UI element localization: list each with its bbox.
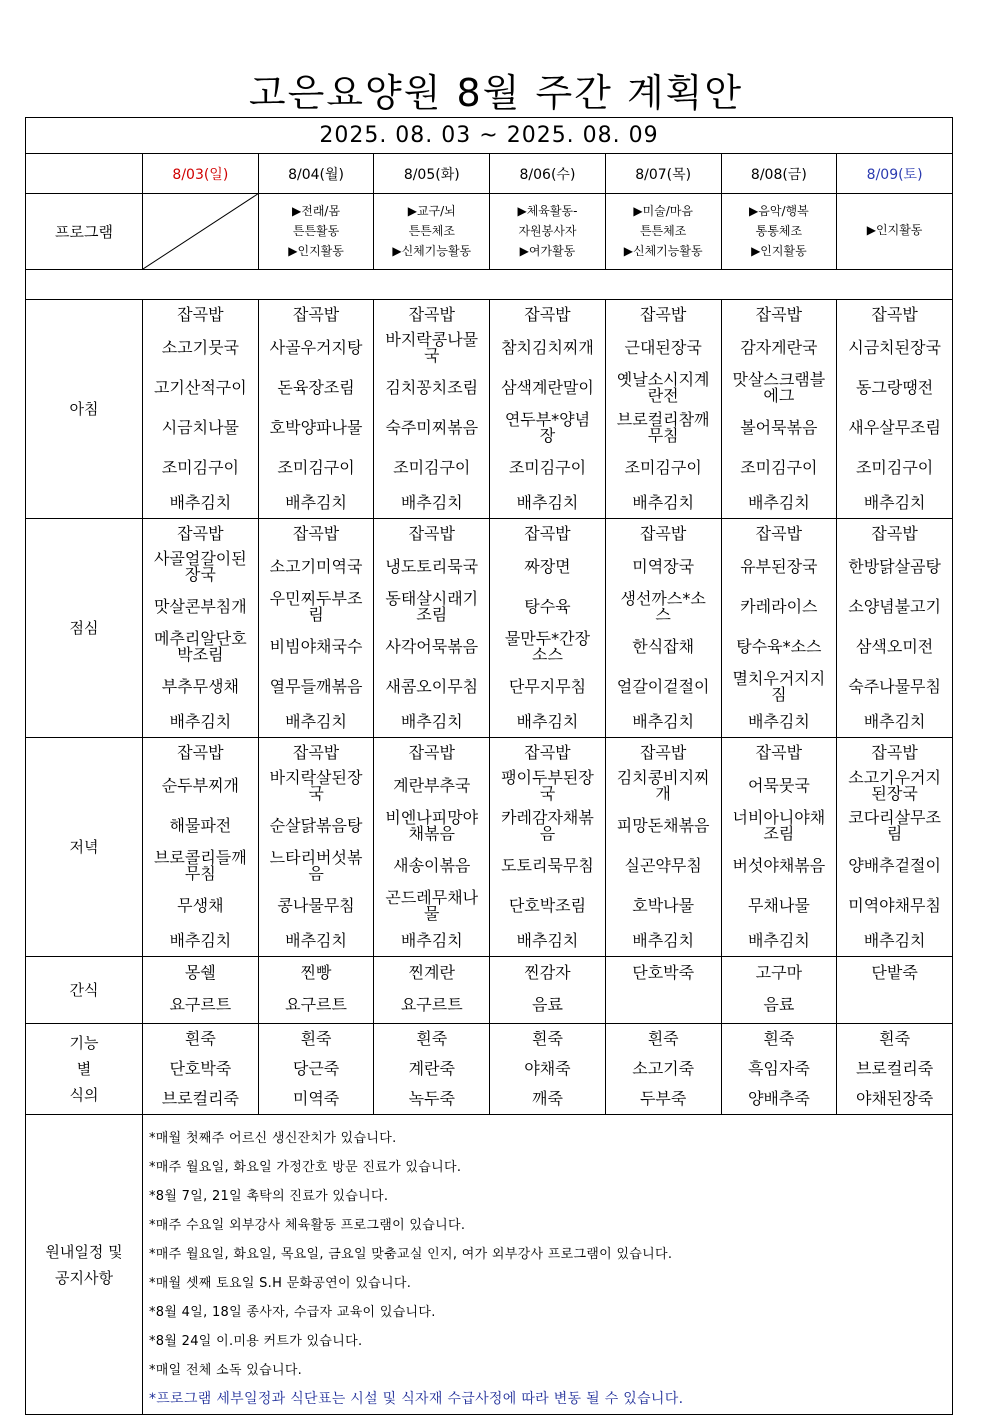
- menu-item: 숙주미찌볶음: [385, 418, 479, 437]
- menu-item: 물만두*간장소스: [504, 629, 591, 664]
- menu-item: 단무지무침: [508, 677, 587, 696]
- snack-item: 요구르트: [285, 995, 347, 1014]
- snack-cell: [605, 957, 721, 1024]
- porridge-item: 흰죽: [647, 1029, 679, 1048]
- menu-item: 연두부*양념장: [504, 410, 591, 445]
- menu-item: 해물파전: [169, 816, 232, 835]
- snack-item: 요구르트: [400, 995, 463, 1014]
- meal-label: 아침: [26, 300, 143, 519]
- meal-cell: [605, 300, 721, 519]
- meal-cell: [490, 300, 606, 519]
- menu-item: 너비아니야채조림: [732, 808, 826, 843]
- notice-cell: [143, 1115, 953, 1415]
- program-item: 자원봉사자: [518, 224, 577, 238]
- menu-item: 얼갈이겉절이: [616, 677, 710, 696]
- menu-item: 숙주나물무침: [848, 677, 941, 696]
- menu-item: 배추김치: [285, 712, 347, 731]
- day-header: 8/07(목): [605, 154, 721, 194]
- program-items: [490, 194, 605, 261]
- menu-item: 열무들깨볶음: [269, 677, 363, 696]
- snack-cell: [721, 957, 837, 1024]
- program-item: ▶인지활동: [288, 244, 344, 258]
- notice-list: [143, 1115, 952, 1414]
- diet-cell: [374, 1024, 490, 1115]
- weekly-plan-table: [25, 117, 953, 1415]
- day-header: 8/05(화): [374, 154, 490, 194]
- day-header: 8/06(수): [490, 154, 606, 194]
- menu-item: 참치김치찌개: [501, 338, 594, 357]
- meal-row-morning: [26, 300, 953, 519]
- menu-item: 옛날소시지계란전: [616, 370, 710, 405]
- program-item: 통통체조: [755, 224, 803, 238]
- meal-cell: [374, 738, 490, 957]
- menu-item: 바지락콩나물국: [385, 330, 479, 365]
- menu-item: 생선까스*소스: [620, 589, 706, 624]
- blank-row: [26, 270, 953, 300]
- menu-item: 계란부추국: [393, 776, 471, 795]
- menu-item: 무채나물: [747, 896, 810, 915]
- menu-item: 잡곡밥: [524, 524, 571, 543]
- menu-item: 배추김치: [516, 493, 579, 512]
- snack-label: 간식: [26, 957, 143, 1024]
- menu-item: 탕수육: [524, 597, 571, 616]
- diet-label: [26, 1024, 143, 1115]
- menu-item: 바지락살된장국: [269, 768, 363, 803]
- meal-cell: [490, 519, 606, 738]
- menu-item: 잡곡밥: [524, 743, 571, 762]
- meal-cell: [143, 519, 259, 738]
- day-header: 8/09(토): [837, 154, 953, 194]
- program-item: ▶인지활동: [866, 223, 923, 237]
- date-range-row: [26, 118, 953, 154]
- date-range: 2025. 08. 03 ~ 2025. 08. 09: [26, 118, 953, 154]
- menu-item: 소고기뭇국: [161, 338, 239, 357]
- porridge-item: 흰죽: [416, 1029, 448, 1048]
- menu-item: 조미김구이: [855, 458, 934, 477]
- program-item: ▶체육활동-: [517, 204, 578, 218]
- program-item: 튼튼체조: [408, 224, 455, 238]
- menu-item: 배추김치: [400, 712, 463, 731]
- porridge-item: 당근죽: [292, 1059, 340, 1078]
- program-cell: [258, 194, 374, 270]
- menu-item: 브로콜리들깨무침: [153, 848, 247, 883]
- meal-label: 저녁: [26, 738, 143, 957]
- day-header: 8/04(월): [258, 154, 374, 194]
- menu-item: 순두부찌개: [161, 776, 239, 795]
- menu-item: 배추김치: [632, 931, 695, 950]
- porridge-item: 흰죽: [532, 1029, 563, 1048]
- program-item: 튼튼활동: [292, 224, 340, 238]
- snack-cell: [143, 957, 259, 1024]
- meal-cell: [837, 738, 953, 957]
- menu-item: 단호박조림: [508, 896, 587, 915]
- menu-item: 맛살콘부침개: [153, 597, 247, 616]
- menu-item: 브로컬리참깨무침: [616, 410, 710, 445]
- snack-cell: [258, 957, 374, 1024]
- menu-item: 사골우거지탕: [269, 338, 363, 357]
- blank-cell: [26, 270, 953, 300]
- snack-cell: [837, 957, 953, 1024]
- menu-item: 한방닭살곰탕: [848, 557, 941, 576]
- snack-item: 찐빵: [300, 963, 332, 982]
- menu-item: 시금치나물: [161, 418, 239, 437]
- menu-item: 무생채: [177, 896, 224, 915]
- menu-item: 잡곡밥: [871, 305, 918, 324]
- porridge-item: 흰죽: [184, 1029, 216, 1048]
- snack-cell: [374, 957, 490, 1024]
- menu-item: 도토리묵무침: [501, 856, 594, 875]
- meal-cell: [837, 519, 953, 738]
- menu-item: 잡곡밥: [639, 305, 687, 324]
- notice-line: *매주 월요일, 화요일, 목요일, 금요일 맞춤교실 인지, 여가 외부강사 프로그램이 있습니다.: [149, 1247, 673, 1262]
- program-item: ▶음악/행복: [749, 204, 809, 218]
- menu-item: 버섯야채볶음: [732, 856, 826, 875]
- menu-item: 배추김치: [400, 931, 463, 950]
- menu-item: 배추김치: [169, 931, 232, 950]
- menu-item: 카레라이스: [740, 597, 818, 616]
- notice-line: *매월 셋째 토요일 S.H 문화공연이 있습니다.: [149, 1276, 412, 1291]
- diet-label-line: 기능: [69, 1034, 99, 1052]
- meal-row-dinner: [26, 738, 953, 957]
- notice-line: *8월 24일 이.미용 커트가 있습니다.: [149, 1334, 363, 1349]
- porridge-item: 흰죽: [300, 1029, 332, 1048]
- porridge-item: 계란죽: [408, 1059, 455, 1078]
- porridge-item: 두부죽: [639, 1089, 687, 1108]
- menu-item: 곤드레무채나물: [385, 888, 479, 923]
- diet-label-line: 별: [76, 1060, 92, 1078]
- menu-item: 배추김치: [863, 712, 926, 731]
- snack-item: 몽쉘: [184, 963, 216, 982]
- menu-item: 배추김치: [285, 931, 347, 950]
- menu-item: 배추김치: [285, 493, 347, 512]
- meal-cell: [143, 300, 259, 519]
- menu-item: 잡곡밥: [177, 743, 224, 762]
- menu-item: 팽이두부된장국: [501, 768, 594, 803]
- menu-item: 잡곡밥: [755, 305, 803, 324]
- meal-cell: [605, 519, 721, 738]
- menu-item: 피망돈채볶음: [616, 816, 710, 835]
- menu-item: 짜장면: [524, 557, 571, 576]
- menu-item: 잡곡밥: [871, 524, 918, 543]
- porridge-item: 소고기죽: [632, 1059, 695, 1078]
- menu-item: 코다리살무조림: [848, 808, 941, 843]
- program-items: [259, 194, 374, 261]
- program-item: ▶교구/뇌: [407, 204, 456, 218]
- menu-item: 우민찌두부조림: [269, 589, 363, 624]
- meal-label: 점심: [26, 519, 143, 738]
- diet-cell: [837, 1024, 953, 1115]
- menu-item: 배추김치: [863, 931, 926, 950]
- menu-item: 조미김구이: [508, 458, 587, 477]
- notice-line: *프로그램 세부일정과 식단표는 시설 및 식자재 수급사정에 따라 변동 될 수 있습니다.: [149, 1391, 684, 1407]
- porridge-item: 브로컬리죽: [161, 1089, 239, 1108]
- program-item: ▶미술/마음: [633, 204, 693, 218]
- menu-item: 멸치우거지지짐: [732, 669, 826, 704]
- menu-item: 실곤약무침: [624, 856, 702, 875]
- porridge-item: 흰죽: [763, 1029, 795, 1048]
- corner-cell: [26, 154, 143, 194]
- menu-item: 배추김치: [632, 493, 695, 512]
- menu-item: 배추김치: [169, 493, 232, 512]
- diet-cell: [490, 1024, 606, 1115]
- meal-cell: [374, 300, 490, 519]
- snack-item: 단호박죽: [632, 963, 695, 982]
- menu-item: 비엔나피망야채볶음: [385, 808, 479, 843]
- menu-item: 동태살시래기조림: [385, 589, 479, 624]
- meal-cell: [490, 738, 606, 957]
- menu-item: 탕수육*소스: [736, 637, 822, 656]
- notice-line: *8월 4일, 18일 종사자, 수급자 교육이 있습니다.: [149, 1305, 436, 1320]
- menu-item: 조미김구이: [161, 458, 239, 477]
- page-title: 고은요양원 8월 주간 계획안: [248, 71, 744, 115]
- program-items: [837, 194, 952, 240]
- menu-item: 조미김구이: [740, 458, 818, 477]
- menu-item: 잡곡밥: [524, 305, 571, 324]
- day-header: 8/03(일): [143, 154, 259, 194]
- program-row: [26, 194, 953, 270]
- porridge-item: 브로컬리죽: [855, 1059, 934, 1078]
- menu-item: 고기산적구이: [153, 378, 247, 397]
- day-header: 8/08(금): [721, 154, 837, 194]
- menu-item: 잡곡밥: [292, 524, 340, 543]
- menu-item: 배추김치: [747, 931, 810, 950]
- snack-item: 음료: [532, 995, 563, 1014]
- menu-item: 한식잡채: [632, 637, 695, 656]
- menu-item: 미역야채무침: [848, 896, 941, 915]
- snack-item: [606, 989, 721, 1021]
- menu-item: 느타리버섯볶음: [269, 848, 363, 883]
- program-item: 튼튼체조: [639, 224, 687, 238]
- menu-item: 사골얼갈이된장국: [153, 549, 247, 584]
- porridge-item: 흑임자죽: [747, 1059, 810, 1078]
- menu-item: 잡곡밥: [871, 743, 918, 762]
- menu-item: 새송이볶음: [393, 856, 471, 875]
- menu-item: 콩나물무침: [277, 896, 355, 915]
- porridge-item: 단호박죽: [169, 1059, 232, 1078]
- program-items: [722, 194, 837, 261]
- menu-item: 잡곡밥: [177, 305, 224, 324]
- diet-cell: [721, 1024, 837, 1115]
- menu-item: 잡곡밥: [177, 524, 224, 543]
- menu-item: 메추리알단호박조림: [153, 629, 247, 664]
- notice-row: [26, 1115, 953, 1415]
- notice-line: *매주 월요일, 화요일 가정간호 방문 진료가 있습니다.: [149, 1160, 462, 1175]
- menu-item: 사각어묵볶음: [385, 637, 479, 656]
- menu-item: 냉도토리묵국: [385, 557, 479, 576]
- porridge-item: 미역죽: [292, 1089, 340, 1108]
- menu-item: 조미김구이: [393, 458, 471, 477]
- menu-item: 잡곡밥: [408, 524, 455, 543]
- program-label: 프로그램: [26, 194, 143, 270]
- menu-item: 김치꽁치조림: [385, 378, 479, 397]
- diet-cell: [143, 1024, 259, 1115]
- program-cell: [374, 194, 490, 270]
- menu-item: 잡곡밥: [292, 305, 340, 324]
- notice-line: *매일 전체 소독 있습니다.: [149, 1363, 303, 1378]
- program-item: ▶전래/몸: [292, 204, 341, 218]
- menu-item: 삼색계란말이: [501, 378, 594, 397]
- menu-item: 소고기우거지된장국: [848, 768, 941, 803]
- day-header-row: [26, 154, 953, 194]
- menu-item: 배추김치: [400, 493, 463, 512]
- snack-item: 음료: [763, 995, 795, 1014]
- meal-cell: [374, 519, 490, 738]
- menu-item: 잡곡밥: [755, 524, 803, 543]
- notice-line: *8월 7일, 21일 촉탁의 진료가 있습니다.: [149, 1189, 389, 1204]
- porridge-item: 야채된장죽: [855, 1089, 934, 1108]
- diet-row: [26, 1024, 953, 1115]
- menu-item: 양배추겉절이: [848, 856, 941, 875]
- program-item: ▶여가활동: [519, 244, 576, 258]
- menu-item: 배추김치: [632, 712, 695, 731]
- menu-item: 부추무생채: [161, 677, 239, 696]
- program-cell: [143, 194, 259, 270]
- menu-item: 감자게란국: [740, 338, 818, 357]
- menu-item: 배추김치: [747, 493, 810, 512]
- porridge-item: 녹두죽: [408, 1089, 455, 1108]
- snack-item: 찐감자: [524, 963, 571, 982]
- snack-row: [26, 957, 953, 1024]
- menu-item: 볼어묵볶음: [740, 418, 818, 437]
- meal-cell: [258, 738, 374, 957]
- diet-label-line: 식의: [69, 1086, 99, 1104]
- menu-item: 돈육장조림: [277, 378, 355, 397]
- porridge-item: 야채죽: [524, 1059, 571, 1078]
- menu-item: 동그랑땡전: [855, 378, 934, 397]
- snack-cell: [490, 957, 606, 1024]
- menu-item: 순살닭볶음탕: [269, 816, 363, 835]
- meal-cell: [721, 300, 837, 519]
- menu-item: 새콤오이무침: [385, 677, 479, 696]
- snack-item: 고구마: [755, 963, 803, 982]
- menu-item: 삼색오미전: [855, 637, 934, 656]
- menu-item: 유부된장국: [740, 557, 818, 576]
- menu-item: 잡곡밥: [755, 743, 803, 762]
- porridge-item: 흰죽: [879, 1029, 911, 1048]
- meal-row-lunch: [26, 519, 953, 738]
- notice-label-line: 공지사항: [55, 1268, 113, 1287]
- menu-item: 잡곡밥: [408, 305, 455, 324]
- menu-item: 조미김구이: [277, 458, 355, 477]
- meal-cell: [837, 300, 953, 519]
- program-item: ▶신체기능활동: [392, 244, 472, 258]
- porridge-item: 양배추죽: [747, 1089, 810, 1108]
- snack-item: 단밭죽: [871, 963, 918, 982]
- meal-cell: [721, 738, 837, 957]
- program-cell: [721, 194, 837, 270]
- menu-item: 맛살스크램블에그: [732, 370, 826, 405]
- program-cell: [837, 194, 953, 270]
- menu-item: 시금치된장국: [848, 338, 941, 357]
- menu-item: 호박양파나물: [269, 418, 363, 437]
- snack-item: 찐계란: [408, 963, 455, 982]
- program-cell: [490, 194, 606, 270]
- meal-cell: [258, 519, 374, 738]
- menu-item: 어묵뭇국: [747, 776, 810, 795]
- menu-item: 김치콩비지찌개: [616, 768, 710, 803]
- meal-cell: [721, 519, 837, 738]
- snack-item: 요구르트: [169, 995, 232, 1014]
- meal-cell: [605, 738, 721, 957]
- menu-item: 배추김치: [863, 493, 926, 512]
- menu-item: 호박나물: [632, 896, 695, 915]
- program-item: ▶신체기능활동: [623, 244, 703, 258]
- menu-item: 근대된장국: [624, 338, 702, 357]
- program-items: [606, 194, 721, 261]
- menu-item: 배추김치: [516, 712, 579, 731]
- notice-label-line: 원내일정 및: [45, 1242, 123, 1261]
- menu-item: 배추김치: [516, 931, 579, 950]
- menu-item: 배추김치: [169, 712, 232, 731]
- program-item: ▶인지활동: [751, 244, 807, 258]
- menu-item: 소양념불고기: [848, 597, 941, 616]
- meal-cell: [143, 738, 259, 957]
- notice-line: *매월 첫째주 어르신 생신잔치가 있습니다.: [149, 1131, 397, 1146]
- menu-item: 잡곡밥: [639, 524, 687, 543]
- menu-item: 잡곡밥: [292, 743, 340, 762]
- program-items: [374, 194, 489, 261]
- meal-cell: [258, 300, 374, 519]
- diet-cell: [258, 1024, 374, 1115]
- menu-item: 소고기미역국: [269, 557, 363, 576]
- notice-label: [26, 1115, 143, 1415]
- menu-item: 잡곡밥: [639, 743, 687, 762]
- notice-line: *매주 수요일 외부강사 체육활동 프로그램이 있습니다.: [149, 1218, 466, 1233]
- menu-item: 새우살무조림: [848, 418, 941, 437]
- menu-item: 미역장국: [632, 557, 695, 576]
- snack-item: [837, 989, 952, 1021]
- program-cell: [605, 194, 721, 270]
- menu-item: 잡곡밥: [408, 743, 455, 762]
- diet-cell: [605, 1024, 721, 1115]
- menu-item: 카레감자채볶음: [501, 808, 594, 843]
- menu-item: 조미김구이: [624, 458, 702, 477]
- porridge-item: 깨죽: [532, 1089, 563, 1108]
- diagonal-line: [143, 194, 258, 269]
- menu-item: 비빔야채국수: [269, 637, 363, 656]
- menu-item: 배추김치: [747, 712, 810, 731]
